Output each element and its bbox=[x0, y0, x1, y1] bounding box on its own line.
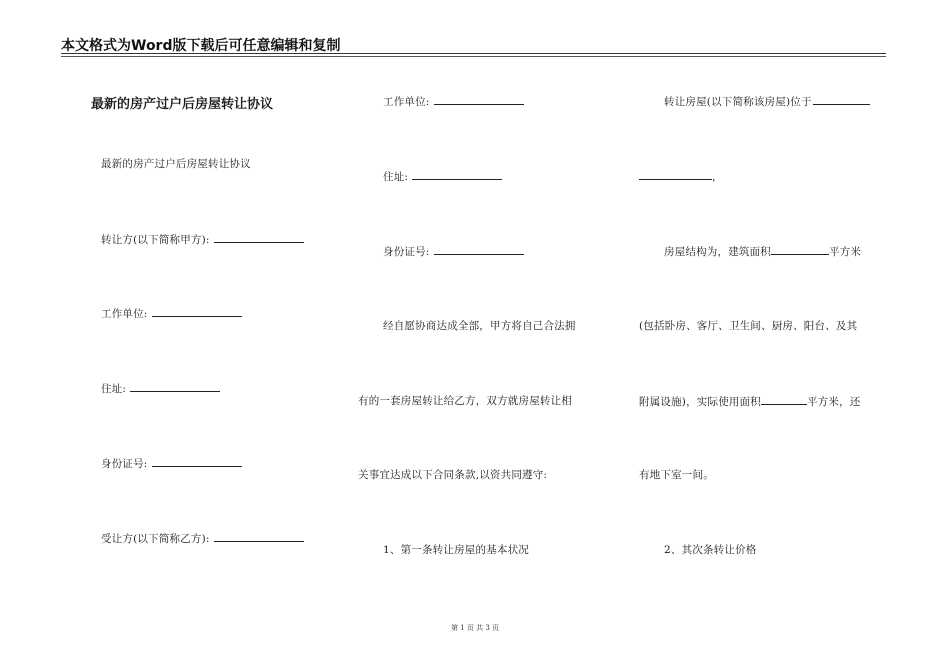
transferee-label: 受让方(以下简称乙方): bbox=[101, 533, 210, 545]
work-unit-line-2 bbox=[383, 93, 524, 109]
work-unit-label: 工作单位: bbox=[383, 96, 430, 108]
usable-area-unit: 平方米，还 bbox=[807, 396, 861, 408]
address-line-1 bbox=[101, 380, 220, 396]
location-line bbox=[664, 93, 870, 109]
comma: ， bbox=[712, 171, 723, 183]
clause-2-heading: 2、其次条转让价格 bbox=[664, 544, 757, 556]
work-unit-blank[interactable] bbox=[152, 305, 242, 317]
address-line-2 bbox=[383, 168, 502, 184]
location-blank[interactable] bbox=[813, 93, 870, 105]
transferee-line bbox=[101, 530, 304, 546]
usable-area-label: 附属设施)，实际使用面积 bbox=[639, 396, 761, 408]
id-label: 身份证号: bbox=[101, 458, 148, 470]
usable-area-blank[interactable] bbox=[761, 393, 807, 405]
area-blank[interactable] bbox=[771, 243, 829, 255]
address-blank[interactable] bbox=[412, 168, 502, 180]
work-unit-line-1 bbox=[101, 305, 242, 321]
structure-line bbox=[664, 243, 861, 259]
id-line-2 bbox=[383, 243, 524, 259]
document-title: 最新的房产过户后房屋转让协议 bbox=[91, 97, 274, 112]
location-blank-2[interactable] bbox=[639, 168, 712, 180]
paragraph-line-3: 关事宜达成以下合同条款,以资共同遵守: bbox=[358, 469, 548, 481]
id-blank[interactable] bbox=[152, 455, 242, 467]
transferor-line bbox=[101, 231, 304, 247]
structure-label: 房屋结构为，建筑面积 bbox=[664, 246, 771, 258]
paragraph-line-2: 有的一套房屋转让给乙方，双方就房屋转让相 bbox=[358, 395, 572, 407]
location-continued-line bbox=[639, 168, 723, 184]
work-unit-label: 工作单位: bbox=[101, 308, 148, 320]
address-blank[interactable] bbox=[130, 380, 220, 392]
usable-area-line bbox=[639, 393, 861, 409]
paragraph-line-1: 经自愿协商达成全部，甲方将自己合法拥 bbox=[383, 320, 576, 332]
area-unit: 平方米 bbox=[829, 246, 862, 258]
address-label: 住址: bbox=[383, 171, 409, 183]
header-rule-thin bbox=[61, 56, 886, 57]
location-label: 转让房屋(以下简称该房屋)位于 bbox=[664, 96, 812, 108]
transferor-blank[interactable] bbox=[214, 231, 304, 243]
address-label: 住址: bbox=[101, 383, 127, 395]
rooms-line: (包括卧房、客厅、卫生间、厨房、阳台、及其 bbox=[639, 320, 858, 332]
id-blank[interactable] bbox=[434, 243, 524, 255]
header-title: 本文格式为Word版下载后可任意编辑和复制 bbox=[61, 38, 341, 54]
id-line-1 bbox=[101, 455, 242, 471]
id-label: 身份证号: bbox=[383, 246, 430, 258]
work-unit-blank[interactable] bbox=[434, 93, 524, 105]
header-rule bbox=[61, 53, 886, 54]
transferor-label: 转让方(以下简称甲方): bbox=[101, 234, 210, 246]
page-number: 第 1 页 共 3 页 bbox=[450, 624, 500, 632]
subtitle: 最新的房产过户后房屋转让协议 bbox=[101, 158, 251, 170]
basement-line: 有地下室一间。 bbox=[639, 469, 714, 481]
transferee-blank[interactable] bbox=[214, 530, 304, 542]
clause-1-heading: 1、第一条转让房屋的基本状况 bbox=[383, 544, 529, 556]
